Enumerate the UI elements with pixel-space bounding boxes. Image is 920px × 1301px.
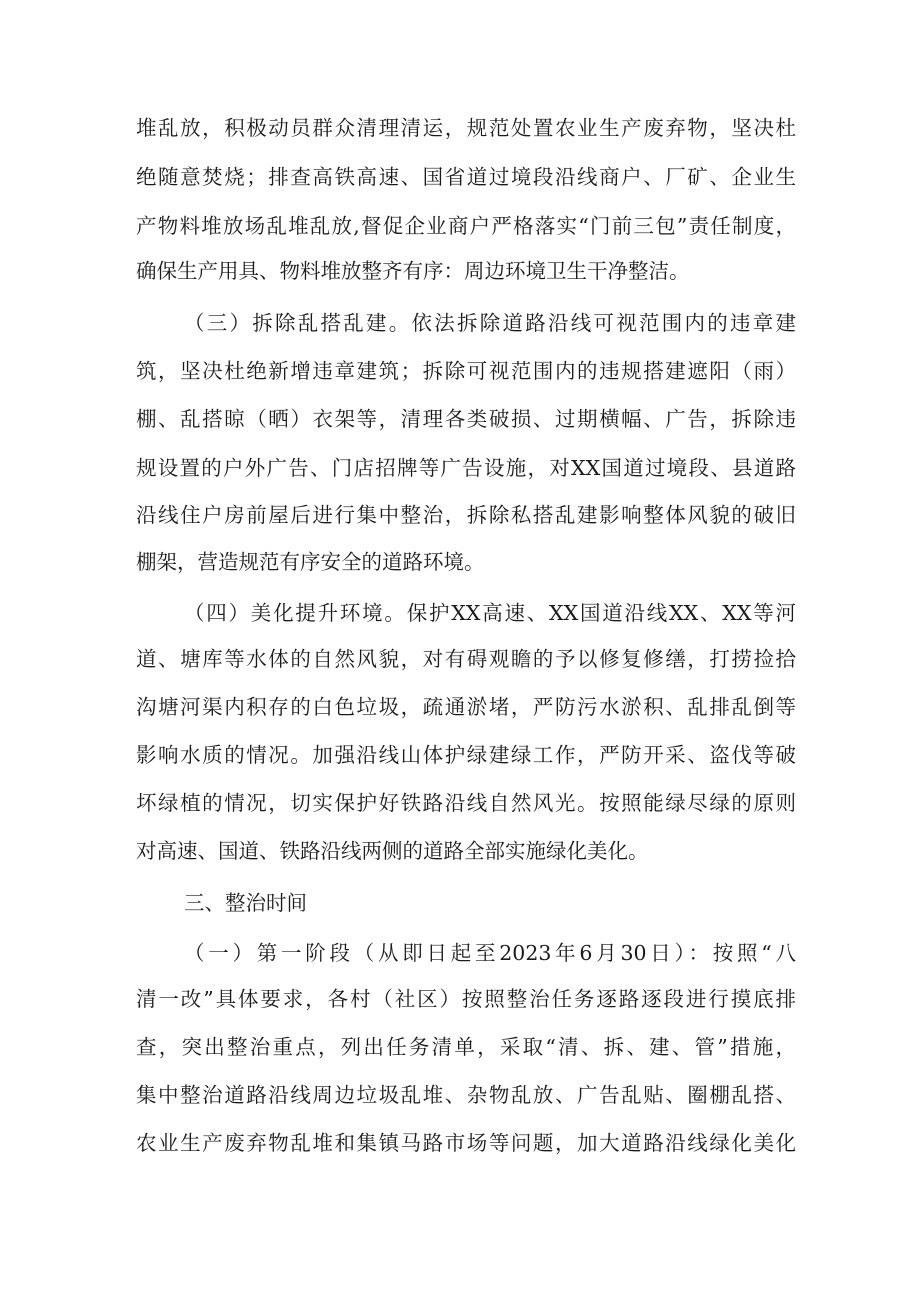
text-line: 坏绿植的情况，切实保护好铁路沿线自然风光。按照能绿尽绿的原则 — [136, 791, 796, 815]
text-line: 沿线住户房前屋后进行集中整治，拆除私搭乱建影响整体风貌的破旧 — [136, 503, 796, 527]
text-line: 农业生产废弃物乱堆和集镇马路市场等问题，加大道路沿线绿化美化 — [136, 1131, 796, 1155]
section-heading-paragraph: （四）美化提升环境。保护XX高速、XX国道沿线XX、XX等河 — [184, 601, 796, 625]
text-line: 确保生产用具、物料堆放整齐有序：周边环境卫生干净整洁。 — [136, 259, 690, 283]
text-line: 查，突出整治重点，列出任务清单，采取“清、拆、建、管”措施， — [136, 1035, 796, 1059]
section-heading-paragraph: （三）拆除乱搭乱建。依法拆除道路沿线可视范围内的违章建 — [184, 311, 796, 335]
text-line: 对高速、国道、铁路沿线两侧的道路全部实施绿化美化。 — [136, 839, 649, 863]
text-line: 清一改”具体要求，各村（社区）按照整治任务逐路逐段进行摸底排 — [136, 987, 796, 1011]
text-line: 筑，坚决杜绝新增违章建筑；拆除可视范围内的违规搭建遮阳（雨） — [136, 359, 796, 383]
section-title: 三、整治时间 — [184, 891, 307, 915]
text-line: 棚架，营造规范有序安全的道路环境。 — [136, 550, 485, 574]
text-line: 集中整治道路沿线周边垃圾乱堆、杂物乱放、广告乱贴、圈棚乱搭、 — [136, 1083, 796, 1107]
text-line: 规设置的户外广告、门店招牌等广告设施，对XX国道过境段、县道路 — [136, 456, 796, 480]
text-line: 道、塘库等水体的自然风貌，对有碍观瞻的予以修复修缮，打捞捡拾 — [136, 647, 796, 671]
text-line: 产物料堆放场乱堆乱放,督促企业商户严格落实“门前三包”责任制度， — [136, 214, 796, 238]
text-line: 绝随意焚烧；排查高铁高速、国省道过境段沿线商户、厂矿、企业生 — [136, 165, 796, 189]
text-line: 棚、乱搭晾（晒）衣架等，清理各类破损、过期横幅、广告，拆除违 — [136, 407, 796, 431]
section-heading-paragraph: （一）第一阶段（从即日起至2023年6月30日）：按照“八 — [184, 941, 796, 965]
text-line: 沟塘河渠内积存的白色垃圾，疏通淤堵，严防污水淤积、乱排乱倒等 — [136, 695, 796, 719]
text-line: 影响水质的情况。加强沿线山体护绿建绿工作，严防开采、盗伐等破 — [136, 743, 796, 767]
text-line: 堆乱放，积极动员群众清理清运，规范处置农业生产废弃物，坚决杜 — [136, 116, 796, 140]
